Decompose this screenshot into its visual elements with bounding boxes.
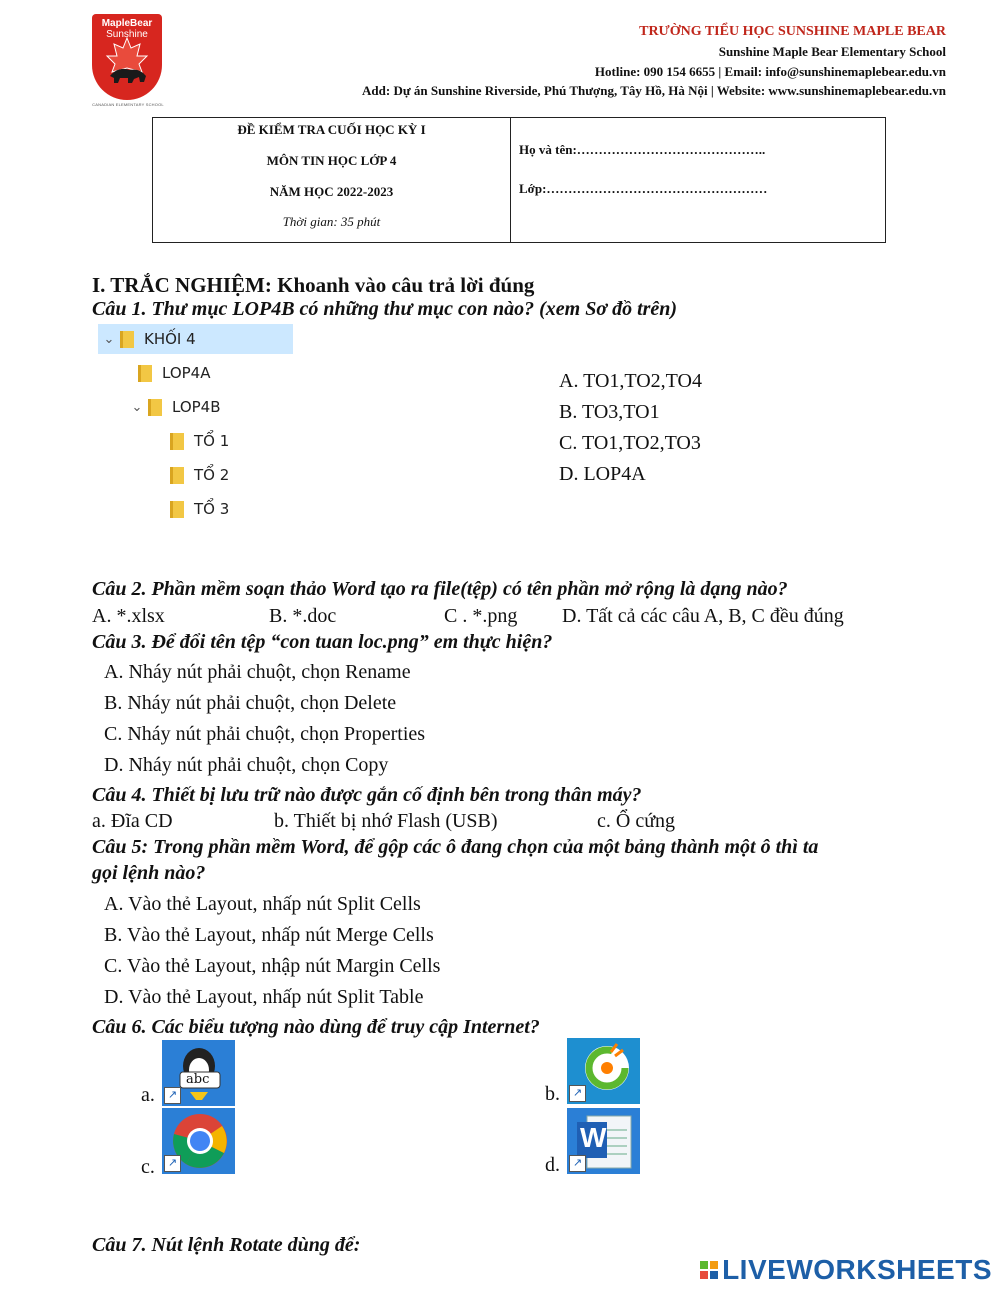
q1-question: Câu 1. Thư mục LOP4B có những thư mục con nào? (xem Sơ đồ trên) (92, 298, 678, 320)
q2-option-d[interactable]: D. Tất cả các câu A, B, C đều đúng (562, 605, 844, 627)
address-website: Add: Dự án Sunshine Riverside, Phú Thượng, Tây Hồ, Hà Nội | Website: www.sunshinemaplebear.edu.vn (362, 83, 946, 98)
tree-item-lop4b (126, 392, 221, 422)
tree-item-to1 (170, 426, 229, 456)
shortcut-arrow-icon: ↗ (164, 1087, 181, 1104)
q1-option-a[interactable]: A. TO1,TO2,TO4 (559, 370, 702, 392)
tree-item-to3 (170, 494, 229, 524)
tree-item-label: TỔ 2 (194, 466, 230, 484)
tree-item-label: TỔ 3 (194, 500, 230, 518)
exam-subject: MÔN TIN HỌC LỚP 4 (266, 153, 397, 168)
q2-option-a[interactable]: A. *.xlsx (92, 605, 165, 627)
exam-year: NĂM HỌC 2022-2023 (269, 184, 394, 199)
q5-question-line1: Câu 5: Trong phần mềm Word, để gộp các ô đang chọn của một bảng thành một ô thì ta (92, 836, 819, 858)
student-name-field[interactable]: Họ và tên:…………………………………….. (519, 142, 766, 157)
q6-question: Câu 6. Các biểu tượng nào dùng để truy cập Internet? (92, 1016, 540, 1038)
q3-option-c[interactable]: C. Nháy nút phải chuột, chọn Properties (104, 723, 426, 745)
chevron-down-icon: ⌄ (131, 399, 143, 415)
q7-question: Câu 7. Nút lệnh Rotate dùng để: (92, 1234, 361, 1256)
hotline-email: Hotline: 090 154 6655 | Email: info@sunshinemaplebear.edu.vn (594, 64, 946, 79)
folder-icon (170, 433, 184, 450)
q5-option-b[interactable]: B. Vào thẻ Layout, nhấp nút Merge Cells (104, 924, 434, 946)
tree-item-label: TỔ 1 (194, 432, 230, 450)
q4-option-a[interactable]: a. Đĩa CD (92, 810, 173, 832)
logo-brand-line2: Sunshine (106, 29, 148, 40)
exam-title: ĐỀ KIỂM TRA CUỐI HỌC KỲ I (237, 122, 426, 137)
q4-option-b[interactable]: b. Thiết bị nhớ Flash (USB) (274, 810, 498, 832)
liveworksheets-brand: LIVEWORKSHEETS (722, 1254, 992, 1285)
word-letter: W (580, 1122, 607, 1153)
logo-tagline: CANADIAN ELEMENTARY SCHOOL (92, 102, 164, 107)
q1-option-b[interactable]: B. TO3,TO1 (559, 401, 660, 423)
folder-icon (170, 501, 184, 518)
q2-option-b[interactable]: B. *.doc (269, 605, 337, 627)
school-logo (92, 14, 162, 108)
tree-item-to2 (170, 460, 229, 490)
section-title: I. TRẮC NGHIỆM: Khoanh vào câu trả lời đúng (92, 273, 535, 297)
chrome-browser-icon[interactable] (162, 1108, 235, 1174)
shortcut-arrow-icon: ↗ (569, 1085, 586, 1102)
word-app-icon[interactable] (567, 1108, 640, 1174)
exam-time: Thời gian: 35 phút (282, 214, 381, 229)
coccoc-browser-icon[interactable] (567, 1038, 640, 1104)
tree-item-khoi4 (98, 324, 293, 354)
q3-option-b[interactable]: B. Nháy nút phải chuột, chọn Delete (104, 692, 397, 714)
q3-question: Câu 3. Để đổi tên tệp “con tuan loc.png” em thực hiện? (92, 631, 553, 653)
q5-question-line2: gọi lệnh nào? (92, 862, 206, 884)
q4-question: Câu 4. Thiết bị lưu trữ nào được gắn cố định bên trong thân máy? (92, 784, 642, 806)
q6-label-b[interactable]: b. (545, 1083, 560, 1105)
q5-option-c[interactable]: C. Vào thẻ Layout, nhập nút Margin Cells (104, 955, 441, 977)
q2-question: Câu 2. Phần mềm soạn thảo Word tạo ra file(tệp) có tên phần mở rộng là dạng nào? (92, 578, 788, 600)
q5-option-a[interactable]: A. Vào thẻ Layout, nhấp nút Split Cells (104, 893, 421, 915)
q3-option-d[interactable]: D. Nháy nút phải chuột, chọn Copy (104, 754, 389, 776)
shortcut-arrow-icon: ↗ (164, 1155, 181, 1172)
q2-option-c[interactable]: C . *.png (444, 605, 518, 627)
student-class-field[interactable]: Lớp:…………………………………………… (519, 181, 768, 196)
folder-icon (120, 331, 134, 348)
q6-label-a[interactable]: a. (141, 1084, 155, 1106)
typing-penguin-icon[interactable] (162, 1040, 235, 1106)
q3-option-a[interactable]: A. Nháy nút phải chuột, chọn Rename (104, 661, 411, 683)
liveworksheets-logo[interactable] (700, 1254, 992, 1286)
school-name-vietnamese: TRƯỜNG TIỂU HỌC SUNSHINE MAPLE BEAR (639, 24, 946, 39)
school-name-english: Sunshine Maple Bear Elementary School (718, 44, 946, 59)
exam-title-cell (153, 118, 511, 242)
tree-item-label: LOP4A (162, 364, 211, 382)
tree-item-label: LOP4B (172, 398, 221, 416)
chevron-down-icon: ⌄ (103, 331, 115, 347)
folder-icon (138, 365, 152, 382)
logo-brand-line1: MapleBear (101, 18, 153, 29)
q4-option-c[interactable]: c. Ổ cứng (597, 810, 676, 832)
q6-label-c[interactable]: c. (141, 1156, 155, 1178)
penguin-sign-text: abc (186, 1072, 210, 1087)
liveworksheets-mark-icon (700, 1261, 718, 1279)
exam-info-box (152, 117, 886, 243)
q5-option-d[interactable]: D. Vào thẻ Layout, nhấp nút Split Table (104, 986, 424, 1008)
q6-label-d[interactable]: d. (545, 1154, 560, 1176)
folder-icon (148, 399, 162, 416)
tree-item-lop4a (138, 358, 210, 388)
shortcut-arrow-icon: ↗ (569, 1155, 586, 1172)
q1-option-d[interactable]: D. LOP4A (559, 463, 646, 485)
q1-option-c[interactable]: C. TO1,TO2,TO3 (559, 432, 701, 454)
tree-item-label: KHỐI 4 (144, 330, 196, 348)
folder-tree (98, 322, 438, 527)
folder-icon (170, 467, 184, 484)
